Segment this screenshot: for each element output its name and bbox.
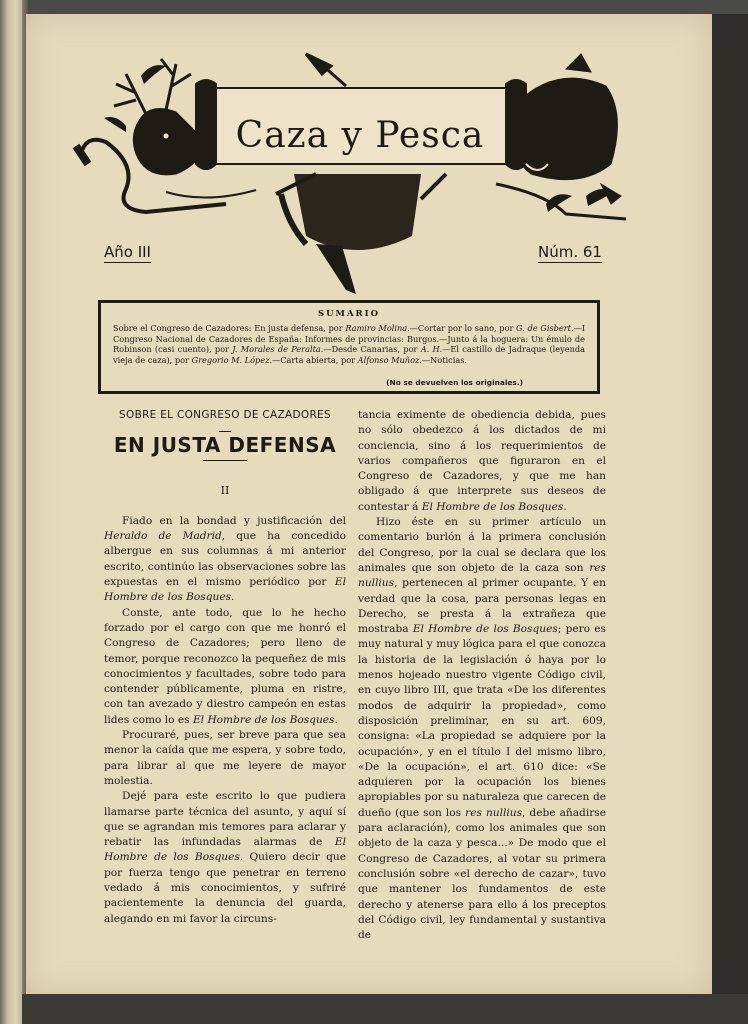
masthead: [26, 14, 712, 304]
kicker-divider: [219, 431, 231, 432]
article-part-number: II: [220, 483, 230, 497]
game-bag-icon: [276, 174, 446, 294]
magazine-title: Caza y Pesca: [235, 114, 485, 156]
magazine-page: [26, 14, 712, 994]
summary-text: Sobre el Congreso de Cazadores: En justa defensa, por Ramiro Molina.—Cortar por lo sano, por G. de Gisbert.—I Congreso Nacional de Cazadores de España: Informes de provincias: Burgos.—Junto á la hoguera: Un émulo de Robinson (casi cuento), por J. Morales de Peralta.—Desde Canarias, por A. H.—El castillo de Jadraque (leyenda vieja de caza), por Gregorio M. López.—Carta abierta, por Alfonso Muñoz.—Noticias.: [113, 323, 585, 365]
summary-note: (No se devuelven los originales.): [386, 378, 523, 387]
article-column-left: [104, 408, 346, 927]
scan-background-bottom: [22, 994, 748, 1024]
summary-box: [98, 300, 600, 394]
article-headline: EN JUSTA DEFENSA: [113, 433, 337, 458]
summary-title: SUMARIO: [318, 309, 380, 319]
spear-icon: [306, 54, 346, 86]
issue-year: Año III: [104, 243, 151, 261]
issue-number: Núm. 61: [538, 243, 602, 261]
scan-background-right: [712, 14, 748, 994]
paragraph: Dejé para este escrito lo que pudiera llamarse parte técnica del asunto, y aquí sí que se agrandan mis temores para aclarar y rebatir las infundadas alarmas de El Hombre de los Bosques. Quiero decir que por fuerza tengo que penetrar en terreno vedado á mis conocimientos, y sufriré pacientemente la denuncia del guarda, alegando en mi favor la circuns-: [104, 790, 346, 925]
paragraph: Fiado en la bondad y justificación del Heraldo de Madrid, que ha concedido albergue en sus columnas á mi anterior escrito, continúo las observaciones sobre las expuestas en el mismo periódico por El Hombre de los Bosques.: [104, 514, 346, 604]
article-column-right: [358, 408, 606, 943]
headline-rule: [203, 460, 247, 461]
paragraph: Hizo éste en su primer artículo un comentario burlón á la primera conclusión del Congreso, por la cual se declara que los animales que son objeto de la caza son res nullius, pertenecen al primer ocupante. Y en verdad que la cosa, para personas legas en Derecho, se presta á la extrañeza que mostraba El Hombre de los Bosques; pero es muy natural y muy lógica para el que conozca la historia de la legislación ó haya por lo menos hojeado nuestro vigente Código civil, en cuyo libro III, que trata «De los diferentes modos de adquirir la propiedad», como disposición preliminar, en su art. 609, consigna: «La propiedad se adquiere por la ocupación», y en el título I del mismo libro, «De la ocupación», el art. 610 dice: «Se adquieren por la ocupación los bienes apropiables por su naturaleza que carecen de dueño (que son los res nullius, debe añadirse para aclaración), como los animales que son objeto de la caza y pesca...» De modo que el Congreso de Cazadores, al votar su primera conclusión sobre «el derecho de cazar», tuvo que mantener los fundamentos de este derecho y atenerse para ello á los preceptos del Código civil, ley fundamental y sustantiva de: [358, 516, 606, 942]
article-kicker: SOBRE EL CONGRESO DE CAZADORES: [119, 409, 331, 421]
paragraph: Procuraré, pues, ser breve para que sea menor la caída que me espera, y sobre todo, para librar al que me leyere de mayor molestia.: [104, 729, 346, 787]
paragraph: Conste, ante todo, que lo he hecho forzado por el cargo con que me honró el Congreso de Cazadores; pero lleno de temor, porque reconozco la pequeñez de mis conocimientos y facultades, sobre todo para contender públicamente, pluma en ristre, con tan avezado y diestro campeón en estas lides como lo es El Hombre de los Bosques.: [104, 606, 346, 726]
paragraph: tancia eximente de obediencia debida, pues no sólo obedezco á los dictados de mi conciencia, sino á los requerimientos de varios compañeros que figuraron en el Congreso de Cazadores, y que me han obligado á que interprete sus deseos de contestar á El Hombre de los Bosques.: [358, 409, 606, 513]
previous-page-edge: [0, 0, 22, 1024]
deer-head-icon: [114, 59, 206, 175]
